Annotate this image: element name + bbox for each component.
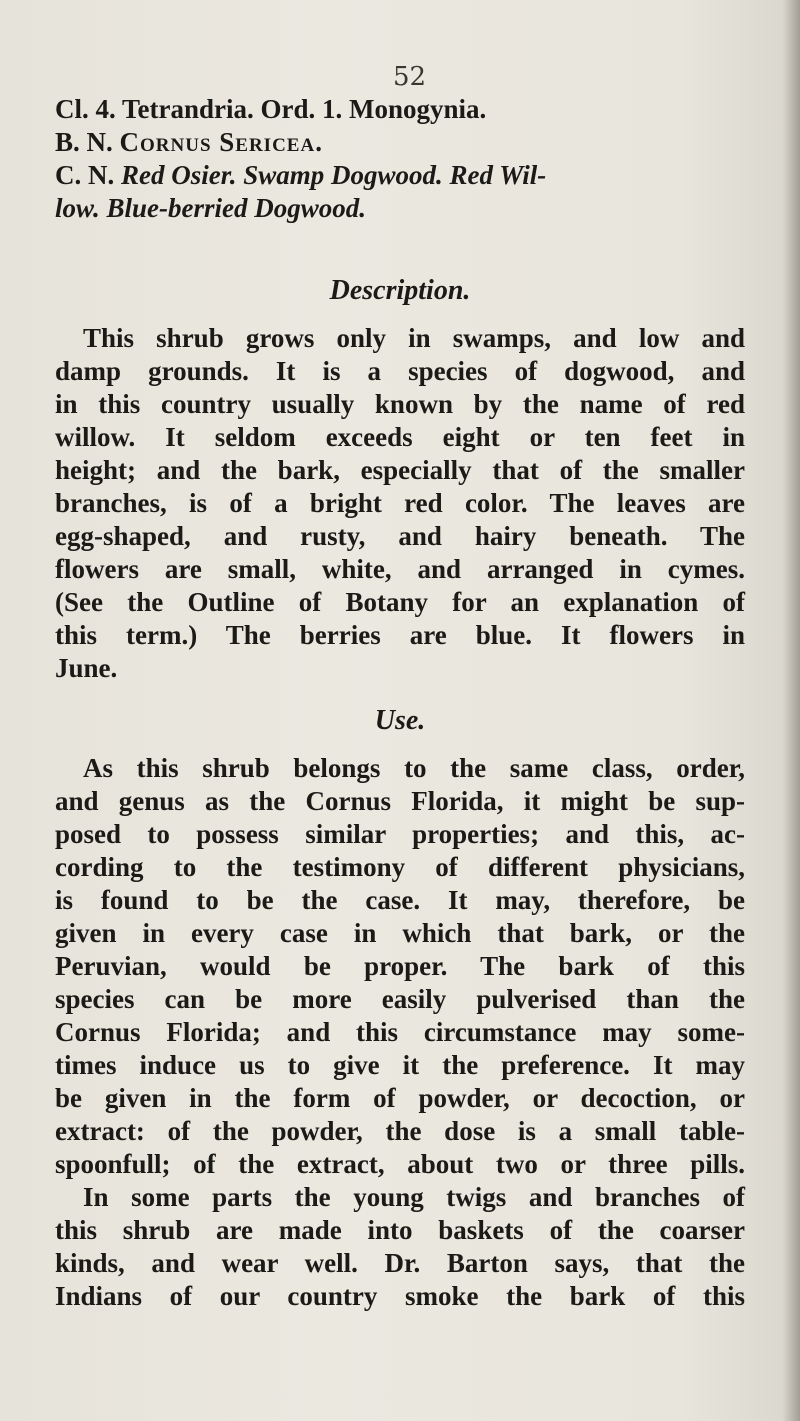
use-line: extract: of the powder, the dose is a small table- <box>55 1116 745 1146</box>
use-line: kinds, and wear well. Dr. Barton says, that the <box>55 1248 745 1278</box>
use-line: Indians of our country smoke the bark of this <box>55 1281 745 1311</box>
use-line: Peruvian, would be proper. The bark of this <box>55 951 745 981</box>
description-line: (See the Outline of Botany for an explanation of <box>55 587 745 617</box>
description-paragraph <box>55 322 745 685</box>
use-line: Cornus Florida; and this circumstance may some- <box>55 1017 745 1047</box>
description-line: This shrub grows only in swamps, and low and <box>83 323 745 353</box>
use-paragraph <box>55 752 745 1313</box>
use-line: be given in the form of powder, or decoction, or <box>55 1083 745 1113</box>
description-line: this term.) The berries are blue. It flowers in <box>55 620 745 650</box>
description-line: damp grounds. It is a species of dogwood, and <box>55 356 745 386</box>
use-line: cording to the testimony of different physicians, <box>55 852 745 882</box>
description-line: flowers are small, white, and arranged in cymes. <box>55 554 745 584</box>
description-line: June. <box>55 653 118 683</box>
use-line: posed to possess similar properties; and this, ac- <box>55 819 745 849</box>
common-names-line <box>55 159 745 192</box>
common-names: Red Osier. Swamp Dogwood. Red Wil- <box>121 160 547 190</box>
use-line: given in every case in which that bark, or the <box>55 918 745 948</box>
botanical-name-prefix: B. N. <box>55 127 113 157</box>
description-line: in this country usually known by the name of red <box>55 389 745 419</box>
use-line: is found to be the case. It may, therefore, be <box>55 885 745 915</box>
botanical-name-line <box>55 126 745 159</box>
common-names-continued: low. Blue-berried Dogwood. <box>55 193 367 223</box>
common-names-prefix: C. N. <box>55 160 115 190</box>
use-line: species can be more easily pulverised than the <box>55 984 745 1014</box>
description-line: height; and the bark, especially that of the smaller <box>55 455 745 485</box>
use-line: and genus as the Cornus Florida, it might be sup- <box>55 786 745 816</box>
use-line: As this shrub belongs to the same class, order, <box>83 753 745 783</box>
use-line: In some parts the young twigs and branches of <box>83 1182 745 1212</box>
botanical-name: Cornus Sericea. <box>119 127 323 157</box>
use-line: spoonfull; of the extract, about two or three pills. <box>55 1149 745 1179</box>
use-line: this shrub are made into baskets of the coarser <box>55 1215 745 1245</box>
classification-block <box>55 93 745 225</box>
description-heading: Description. <box>329 275 471 306</box>
description-line: branches, is of a bright red color. The leaves are <box>55 488 745 518</box>
page-number: 52 <box>393 62 427 92</box>
description-line: egg-shaped, and rusty, and hairy beneath. The <box>55 521 745 551</box>
use-heading: Use. <box>374 705 426 736</box>
classification-line: Cl. 4. Tetrandria. Ord. 1. Monogynia. <box>55 94 487 124</box>
description-line: willow. It seldom exceeds eight or ten feet in <box>55 422 745 452</box>
use-line: times induce us to give it the preference. It may <box>55 1050 745 1080</box>
